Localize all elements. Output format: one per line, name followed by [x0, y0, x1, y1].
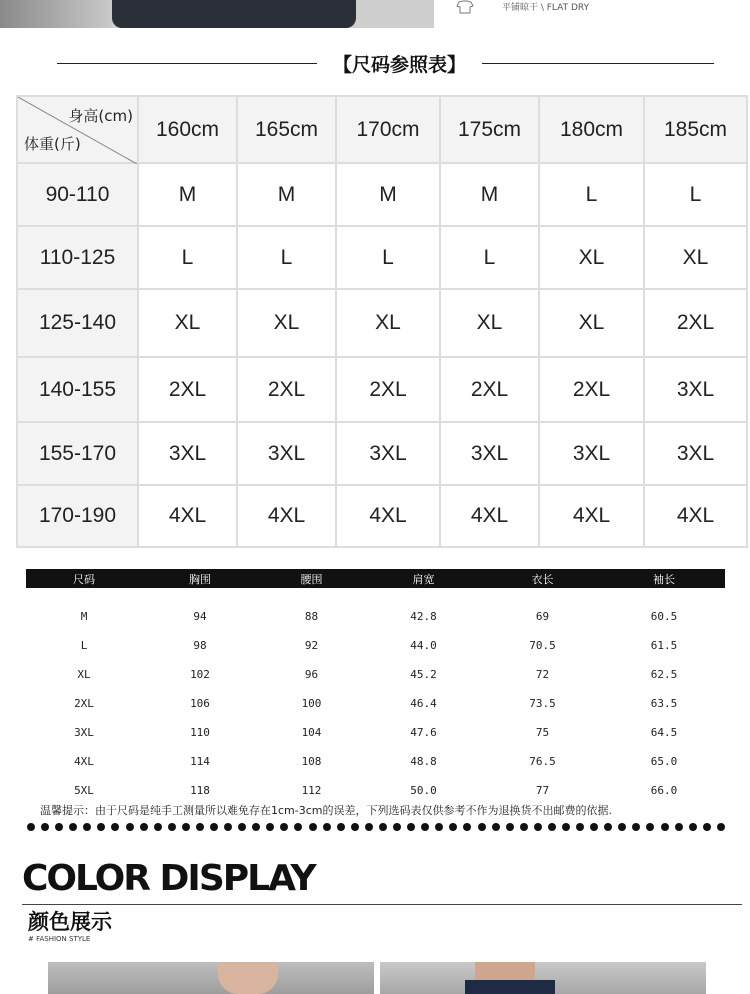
size-cell: 3XL	[336, 422, 440, 485]
weight-cell: 125-140	[17, 289, 138, 357]
cell: 44.0	[410, 639, 437, 652]
table-row	[26, 776, 725, 805]
cell: 77	[535, 784, 550, 797]
header-shoulder: 肩宽	[412, 572, 435, 586]
size-cell: M	[237, 163, 336, 226]
dot-divider	[27, 823, 725, 833]
weight-cell: 140-155	[17, 357, 138, 422]
weight-axis-label: 体重(斤)	[24, 135, 81, 153]
table-row	[26, 660, 725, 689]
divider-dot	[689, 823, 697, 831]
divider-dot	[126, 823, 134, 831]
divider-dot	[703, 823, 711, 831]
cell: 114	[190, 755, 210, 768]
divider-dot	[435, 823, 443, 831]
size-cell: L	[440, 226, 539, 289]
cell: 62.5	[650, 668, 678, 681]
divider-dot	[576, 823, 584, 831]
cell: 2XL	[74, 697, 94, 710]
divider-dot	[97, 823, 105, 831]
divider-dot	[41, 823, 49, 831]
cell: M	[80, 610, 88, 623]
divider-dot	[196, 823, 204, 831]
cell: 61.5	[650, 639, 678, 652]
cell: 104	[301, 726, 322, 739]
color-display-divider	[22, 904, 742, 905]
size-cell: L	[138, 226, 237, 289]
size-cell: 3XL	[539, 422, 644, 485]
height-header: 185cm	[644, 96, 747, 163]
cell: 106	[190, 697, 210, 710]
cell: 100	[301, 697, 322, 710]
title-divider-right	[482, 63, 714, 64]
divider-dot	[337, 823, 345, 831]
cell: 112	[301, 784, 322, 797]
size-cell: M	[138, 163, 237, 226]
divider-dot	[266, 823, 274, 831]
cell: 72	[535, 668, 550, 681]
flat-dry-label: 平铺晾干 \ FLAT DRY	[502, 3, 590, 13]
height-header: 165cm	[237, 96, 336, 163]
cell: 50.0	[410, 784, 437, 797]
cell: 110	[190, 726, 210, 739]
weight-cell: 90-110	[17, 163, 138, 226]
cell: 98	[193, 639, 207, 652]
divider-dot	[27, 823, 35, 831]
color-display-cn-title: 颜色展示	[28, 910, 112, 934]
cell: 45.2	[410, 668, 437, 681]
weight-cell: 110-125	[17, 226, 138, 289]
color-display-title: COLOR DISPLAY	[22, 858, 315, 899]
divider-dot	[506, 823, 514, 831]
divider-dot	[632, 823, 640, 831]
cell: 48.8	[410, 755, 437, 768]
title-divider-left	[57, 63, 317, 64]
cell: 64.5	[650, 726, 678, 739]
size-cell: 4XL	[237, 485, 336, 547]
table-row	[17, 289, 747, 357]
fashion-style-label: # FASHION STYLE	[28, 935, 91, 943]
size-cell: M	[336, 163, 440, 226]
height-axis-label: 身高(cm)	[68, 107, 133, 125]
cell: 102	[190, 668, 210, 681]
divider-dot	[252, 823, 260, 831]
size-cell: 4XL	[644, 485, 747, 547]
cell: 60.5	[650, 610, 678, 623]
divider-dot	[604, 823, 612, 831]
divider-dot	[309, 823, 317, 831]
cell: L	[80, 639, 88, 652]
divider-dot	[238, 823, 246, 831]
table-row	[17, 422, 747, 485]
cell: 66.0	[650, 784, 678, 797]
table-row	[17, 485, 747, 547]
color-photo-navy	[380, 962, 706, 994]
size-cell: L	[539, 163, 644, 226]
header-size: 尺码	[73, 572, 95, 586]
divider-dot	[379, 823, 387, 831]
divider-dot	[69, 823, 77, 831]
size-cell: 3XL	[237, 422, 336, 485]
size-cell: 2XL	[539, 357, 644, 422]
size-reference-table	[16, 95, 748, 548]
cell: XL	[77, 668, 91, 681]
cell: 108	[301, 755, 322, 768]
size-cell: 2XL	[440, 357, 539, 422]
top-product-photo	[0, 0, 434, 28]
divider-dot	[463, 823, 471, 831]
cell: 3XL	[74, 726, 94, 739]
cell: 94	[193, 610, 207, 623]
cell: 96	[304, 668, 319, 681]
cell: 42.8	[410, 610, 437, 623]
cell: 4XL	[74, 755, 94, 768]
cell: 65.0	[650, 755, 678, 768]
size-cell: 3XL	[644, 357, 747, 422]
table-row	[26, 602, 725, 631]
divider-dot	[478, 823, 486, 831]
size-cell: L	[336, 226, 440, 289]
weight-cell: 170-190	[17, 485, 138, 547]
divider-dot	[280, 823, 288, 831]
divider-dot	[168, 823, 176, 831]
size-cell: XL	[539, 226, 644, 289]
color-photo-grey	[48, 962, 374, 994]
size-cell: 3XL	[138, 422, 237, 485]
cell: 73.5	[529, 697, 556, 710]
size-cell: 3XL	[644, 422, 747, 485]
divider-dot	[449, 823, 457, 831]
divider-dot	[646, 823, 654, 831]
divider-dot	[421, 823, 429, 831]
divider-dot	[224, 823, 232, 831]
divider-dot	[492, 823, 500, 831]
divider-dot	[534, 823, 542, 831]
size-cell: L	[644, 163, 747, 226]
size-cell: 4XL	[336, 485, 440, 547]
cell: 69	[535, 610, 550, 623]
cell: 63.5	[650, 697, 678, 710]
divider-dot	[351, 823, 359, 831]
table-row	[26, 747, 725, 776]
cell: 46.4	[410, 697, 437, 710]
divider-dot	[210, 823, 218, 831]
divider-dot	[140, 823, 148, 831]
header-chest: 胸围	[189, 572, 211, 586]
divider-dot	[520, 823, 528, 831]
cell: 70.5	[529, 639, 556, 652]
divider-dot	[618, 823, 626, 831]
size-cell: 2XL	[644, 289, 747, 357]
table-row	[26, 631, 725, 660]
cell: 75	[535, 726, 550, 739]
divider-dot	[323, 823, 331, 831]
divider-dot	[675, 823, 683, 831]
divider-dot	[154, 823, 162, 831]
size-cell: 4XL	[138, 485, 237, 547]
height-header: 175cm	[440, 96, 539, 163]
cell: 88	[304, 610, 319, 623]
size-cell: 3XL	[440, 422, 539, 485]
divider-dot	[661, 823, 669, 831]
header-sleeve: 袖长	[653, 572, 675, 586]
size-cell: L	[237, 226, 336, 289]
size-cell: XL	[539, 289, 644, 357]
table-row	[26, 689, 725, 718]
divider-dot	[548, 823, 556, 831]
size-cell: 2XL	[336, 357, 440, 422]
table-row	[17, 163, 747, 226]
divider-dot	[562, 823, 570, 831]
size-cell: XL	[336, 289, 440, 357]
cell: 76.5	[529, 755, 556, 768]
measurement-header	[26, 569, 725, 588]
size-chart-title: 【尺码参照表】	[332, 54, 466, 76]
cell: 92	[304, 639, 319, 652]
header-length: 衣长	[531, 572, 554, 586]
size-cell: XL	[644, 226, 747, 289]
size-cell: XL	[138, 289, 237, 357]
cell: 118	[190, 784, 210, 797]
measurement-tip: 温馨提示：由于尺码是纯手工测量所以难免存在1cm-3cm的误差，下列选码表仅供参考不作为退换货不出邮费的依据.	[40, 804, 612, 817]
weight-cell: 155-170	[17, 422, 138, 485]
height-header: 160cm	[138, 96, 237, 163]
size-cell: M	[440, 163, 539, 226]
flat-dry-icon	[456, 0, 474, 14]
divider-dot	[590, 823, 598, 831]
size-cell: XL	[440, 289, 539, 357]
header-waist: 腰围	[300, 572, 323, 586]
table-row	[26, 718, 725, 747]
cell: 47.6	[410, 726, 437, 739]
divider-dot	[83, 823, 91, 831]
divider-dot	[55, 823, 63, 831]
size-cell: XL	[237, 289, 336, 357]
table-corner-cell	[17, 96, 138, 163]
size-cell: 4XL	[539, 485, 644, 547]
divider-dot	[182, 823, 190, 831]
size-cell: 2XL	[237, 357, 336, 422]
divider-dot	[294, 823, 302, 831]
divider-dot	[365, 823, 373, 831]
divider-dot	[717, 823, 725, 831]
height-header: 180cm	[539, 96, 644, 163]
cell: 5XL	[74, 784, 94, 797]
divider-dot	[393, 823, 401, 831]
size-cell: 2XL	[138, 357, 237, 422]
height-header: 170cm	[336, 96, 440, 163]
table-row	[17, 357, 747, 422]
divider-dot	[111, 823, 119, 831]
size-cell: 4XL	[440, 485, 539, 547]
divider-dot	[407, 823, 415, 831]
measurement-table	[26, 569, 725, 805]
table-row	[17, 226, 747, 289]
